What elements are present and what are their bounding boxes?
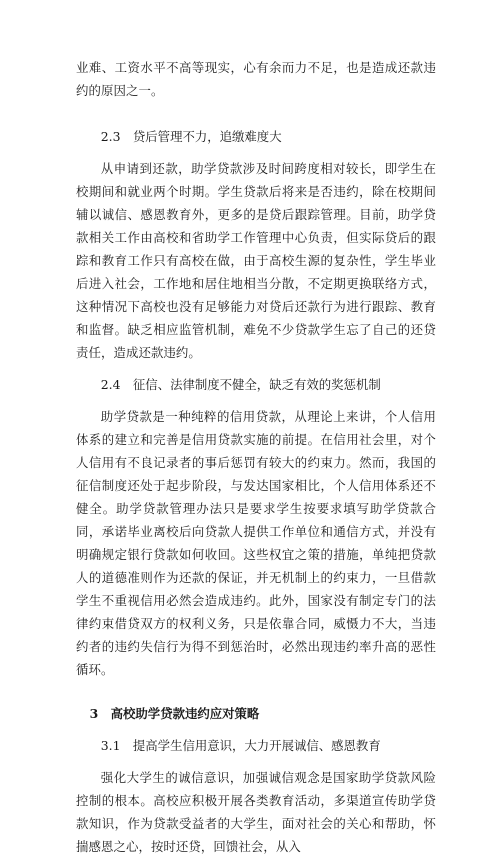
spacer	[76, 681, 436, 702]
spacer	[76, 757, 436, 766]
spacer	[76, 364, 436, 373]
spacer	[76, 102, 436, 125]
subsection-heading-3-1: 3.1 提高学生信用意识，大力开展诚信、感恩教育	[100, 738, 381, 753]
body-paragraph: 业难、工资水平不高等现实，心有余而力不足，也是造成还款违约的原因之一。	[76, 60, 436, 98]
body-paragraph: 从申请到还款，助学贷款涉及时间跨度相对较长，即学生在校期间和就业两个时期。学生贷款后将来是否违约，除在校期间辅以诚信、感恩教育外，更多的是贷后跟踪管理。目前，助学贷款相关工作由高校和省助学工作管理中心负责，但实际贷后的跟踪和教育工作只有高校在做，由于高校生源的复杂性，学生毕业后进入社会，工作地和居住地相当分散，不定期更换联络方式，这种情况下高校也没有足够能力对贷后还款行为进行跟踪、教育和监督。缺乏相应监管机制，难免不少贷款学生忘了自己的还贷责任，造成还款违约。	[76, 161, 436, 360]
body-paragraph: 助学贷款是一种纯粹的信用贷款，从理论上来讲，个人信用体系的建立和完善是信用贷款实施的前提。在信用社会里，对个人信用有不良记录者的事后惩罚有较大的约束力。然而，我国的征信制度还处于起步阶段，与发达国家相比，个人信用体系还不健全。助学贷款管理办法只是要求学生按要求填写助学贷款合同，承诺毕业离校后向贷款人提供工作单位和通信方式，并没有明确规定银行贷款如何收回。这些权宜之策的措施，单纯把贷款人的道德准则作为还款的保证，并无机制上的约束力，一旦借款学生不重视信用必然会造成违约。此外，国家没有制定专门的法律约束借贷双方的权利义务，只是依靠合同，威慑力不大，当违约者的违约失信行为得不到惩治时，必然出现违约率升高的恶性循环。	[76, 409, 436, 677]
body-paragraph: 强化大学生的诚信意识，加强诚信观念是国家助学贷款风险控制的根本。高校应积极开展各类教育活动，多渠道宣传助学贷款知识，作为贷款受益者的大学生，面对社会的关心和帮助，怀揣感恩之心，按时还贷，回馈社会，从入	[76, 770, 436, 854]
subsection-heading-2-4: 2.4 征信、法律制度不健全，缺乏有效的奖惩机制	[100, 377, 381, 392]
section-heading-3: 3 高校助学贷款违约应对策略	[89, 706, 260, 721]
subsection-heading-2-3: 2.3 贷后管理不力，追缴难度大	[100, 129, 282, 144]
spacer	[76, 148, 436, 157]
spacer	[76, 725, 436, 734]
spacer	[76, 396, 436, 405]
